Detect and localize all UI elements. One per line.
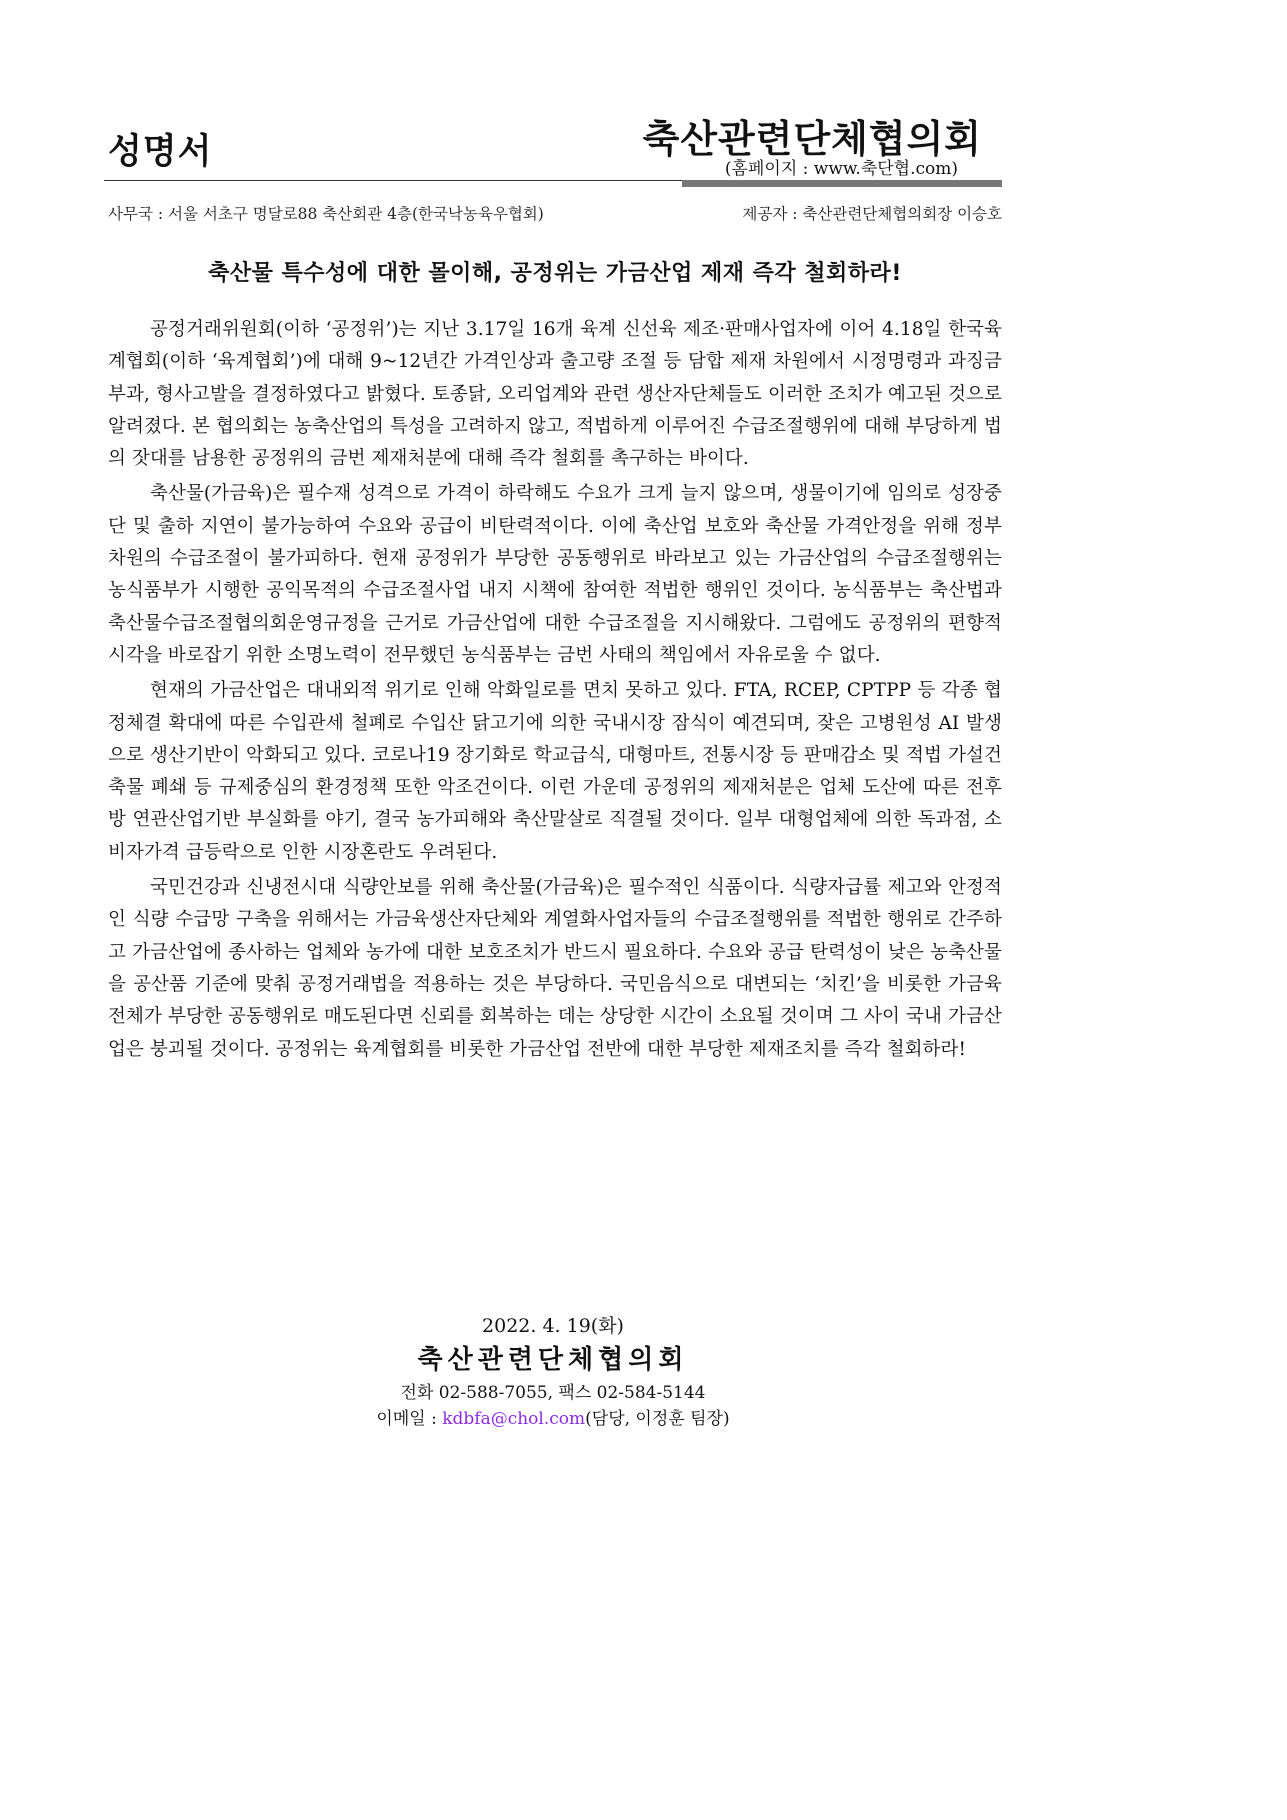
office-address: 사무국 : 서울 서초구 명달로88 축산회관 4층(한국낙농육우협회)	[108, 205, 544, 223]
organization-name: 축산관련단체협의회	[642, 117, 982, 161]
statement-date: 2022. 4. 19(화)	[482, 1315, 624, 1337]
homepage-url: (홈페이지 : www.축단협.com)	[724, 159, 958, 179]
provider-info: 제공자 : 축산관련단체협의회장 이승호	[742, 205, 1002, 223]
signature-block	[0, 1312, 1106, 1432]
body-paragraph: 현재의 가금산업은 대내외적 위기로 인해 악화일로를 면치 못하고 있다. FTA, RCEP, CPTPP 등 각종 협정체결 확대에 따른 수입관세 철폐로 수입산 닭고기에 의한 국내시장 잠식이 예견되며, 잦은 고병원성 AI 발생으로 생산기반이 악화되고 있다. 코로나19 장기화로 학교급식, 대형마트, 전통시장 등 판매감소 및 적법 가설건축물 폐쇄 등 규제중심의 환경정책 또한 악조건이다. 이런 가운데 공정위의 제재처분은 업체 도산에 따른 전후방 연관산업기반 부실화를 야기, 결국 농가피해와 축산말살로 직결될 것이다. 일부 대형업체에 의한 독과점, 소비자가격 급등락으로 인한 시장혼란도 우려된다.	[108, 680, 1002, 863]
body-paragraph: 축산물(가금육)은 필수재 성격으로 가격이 하락해도 수요가 크게 늘지 않으며, 생물이기에 임의로 성장중단 및 출하 지연이 불가능하여 수요와 공급이 비탄력적이다. 이에 축산업 보호와 축산물 가격안정을 위해 정부 차원의 수급조절이 불가피하다. 현재 공정위가 부당한 공동행위로 바라보고 있는 가금산업의 수급조절행위는 농식품부가 시행한 공익목적의 수급조절사업 내지 시책에 참여한 적법한 행위인 것이다. 농식품부는 축산법과 축산물수급조절협의회운영규정을 근거로 가금산업에 대한 수급조절을 지시해왔다. 그럼에도 공정위의 편향적 시각을 바로잡기 위한 소명노력이 전무했던 농식품부는 금번 사태의 책임에서 자유로울 수 없다.	[108, 483, 1002, 666]
email-link[interactable]: kdbfa@chol.com	[442, 1409, 586, 1429]
body-paragraph: 공정거래위원회(이하 ‘공정위’)는 지난 3.17일 16개 육계 신선육 제조·판매사업자에 이어 4.18일 한국육계협회(이하 ‘육계협회’)에 대해 9~12년간 가격인상과 출고량 조절 등 담합 제재 차원에서 시정명령과 과징금 부과, 형사고발을 결정하였다고 밝혔다. 토종닭, 오리업계와 관련 생산자단체들도 이러한 조치가 예고된 것으로 알려졌다. 본 협의회는 농축산업의 특성을 고려하지 않고, 적법하게 이루어진 수급조절행위에 대해 부당하게 법의 잣대를 남용한 공정위의 금번 제재처분에 대해 즉각 철회를 촉구하는 바이다.	[108, 319, 1002, 470]
contact-phone-fax: 전화 02-588-7055, 팩스 02-584-5144	[400, 1383, 706, 1403]
statement-body	[108, 314, 1002, 1069]
document-type-title: 성명서	[108, 132, 213, 172]
email-label: 이메일 :	[376, 1409, 443, 1429]
signature-organization: 축산관련단체협의회	[417, 1345, 689, 1375]
email-contact-person: (담당, 이정훈 팀장)	[585, 1409, 730, 1429]
statement-headline: 축산물 특수성에 대한 몰이해, 공정위는 가금산업 제재 즉각 철회하라!	[208, 261, 902, 286]
contact-email-line	[0, 1406, 1106, 1432]
office-info-line	[108, 202, 1002, 224]
body-paragraph: 국민건강과 신냉전시대 식량안보를 위해 축산물(가금육)은 필수적인 식품이다. 식량자급률 제고와 안정적인 식량 수급망 구축을 위해서는 가금육생산자단체와 계열화사업자들의 수급조절행위를 적법한 행위로 간주하고 가금산업에 종사하는 업체와 농가에 대한 보호조치가 반드시 필요하다. 수요와 공급 탄력성이 낮은 농축산물을 공산품 기준에 맞춰 공정거래법을 적용하는 것은 부당하다. 국민음식으로 대변되는 ‘치킨’을 비롯한 가금육 전체가 부당한 공동행위로 매도된다면 신뢰를 회복하는 데는 상당한 시간이 소요될 것이며 그 사이 국내 가금산업은 붕괴될 것이다. 공정위는 육계협회를 비롯한 가금산업 전반에 대한 부당한 제재조치를 즉각 철회하라!	[108, 877, 1002, 1060]
header-divider	[104, 180, 1002, 188]
